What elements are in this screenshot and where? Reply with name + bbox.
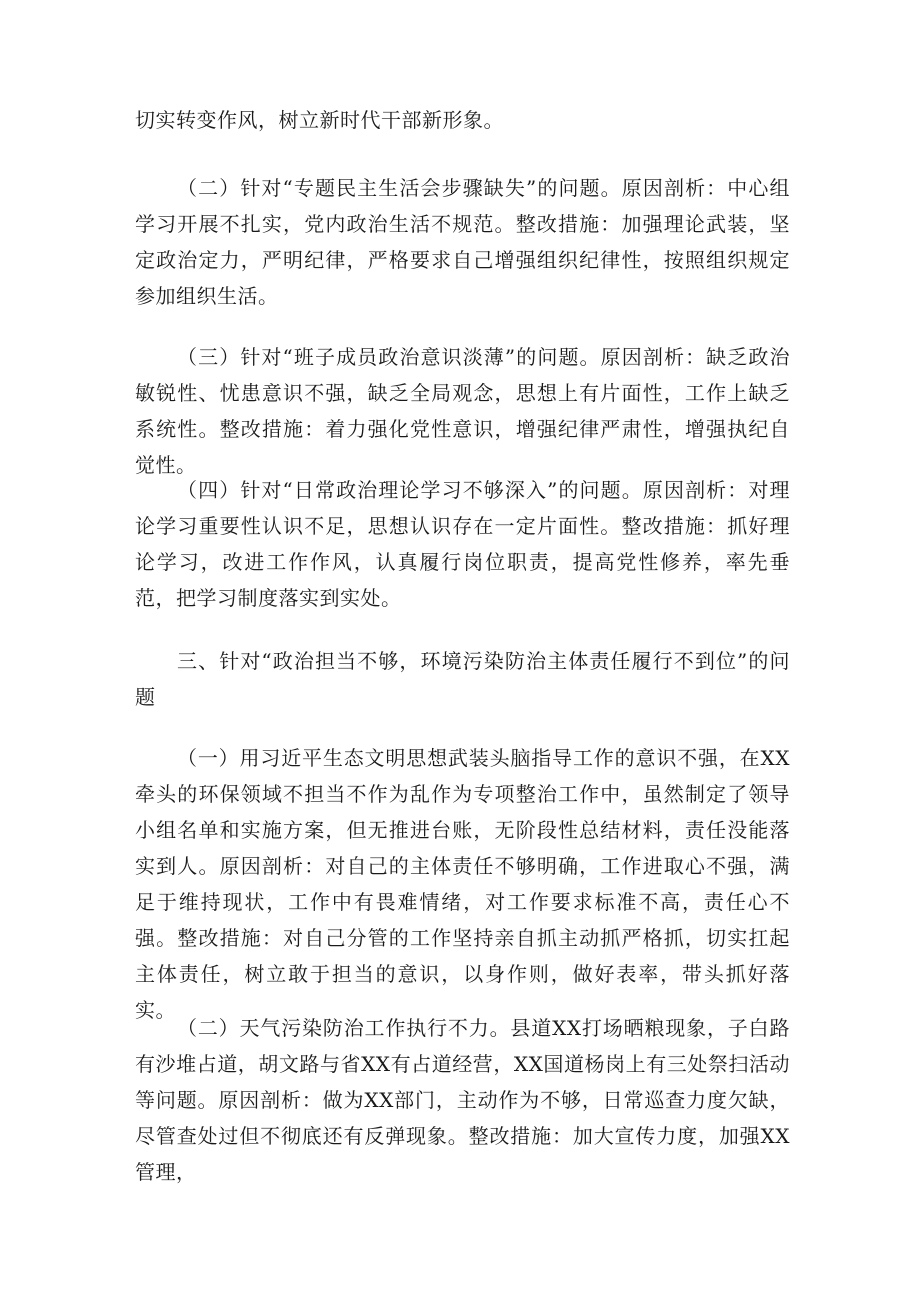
paragraph-section3-item-1: （一）用习近平生态文明思想武装头脑指导工作的意识不强，在XX牵头的环保领域不担当不作为乱作为专项整治工作中，虽然制定了领导小组名单和实施方案，但无推进台账，无阶段性总结材料，责任没能落实到人。原因剖析：对自己的主体责任不够明确，工作进取心不强，满足于维持现状，工作中有畏难情绪，对工作要求标准不高，责任心不强。整改措施：对自己分管的工作坚持亲自抓主动抓严格抓，切实扛起主体责任，树立敢于担当的意识，以身作则，做好表率，带头抓好落实。 [135, 746, 790, 1022]
paragraph-section3-item-2: （二）天气污染防治工作执行不力。县道XX打场晒粮现象，子白路有沙堆占道，胡文路与省XX有占道经营，XX国道杨岗上有三处祭扫活动等问题。原因剖析：做为XX部门，主动作为不够，日常巡查力度欠缺，尽管查处过但不彻底还有反弹现象。整改措施：加大宣传力度，加强XX管理， [135, 1016, 790, 1184]
section-heading-3: 三、针对“政治担当不够，环境污染防治主体责任履行不到位”的问题 [135, 649, 790, 709]
paragraph-continuation: 切实转变作风，树立新时代干部新形象。 [135, 108, 504, 132]
paragraph-item-3: （三）针对“班子成员政治意识淡薄”的问题。原因剖析：缺乏政治敏锐性、忧患意识不强，缺乏全局观念，思想上有片面性，工作上缺乏系统性。整改措施：着力强化党性意识，增强纪律严肃性，增强执纪自觉性。 [135, 345, 790, 477]
paragraph-item-2: （二）针对“专题民主生活会步骤缺失”的问题。原因剖析：中心组学习开展不扎实，党内政治生活不规范。整改措施：加强理论武装，坚定政治定力，严明纪律，严格要求自己增强组织纪律性，按照组织规定参加组织生活。 [135, 176, 790, 308]
paragraph-item-4: （四）针对“日常政治理论学习不够深入”的问题。原因剖析：对理论学习重要性认识不足，思想认识存在一定片面性。整改措施：抓好理论学习，改进工作作风，认真履行岗位职责，提高党性修养，率先垂范，把学习制度落实到实处。 [135, 478, 790, 610]
